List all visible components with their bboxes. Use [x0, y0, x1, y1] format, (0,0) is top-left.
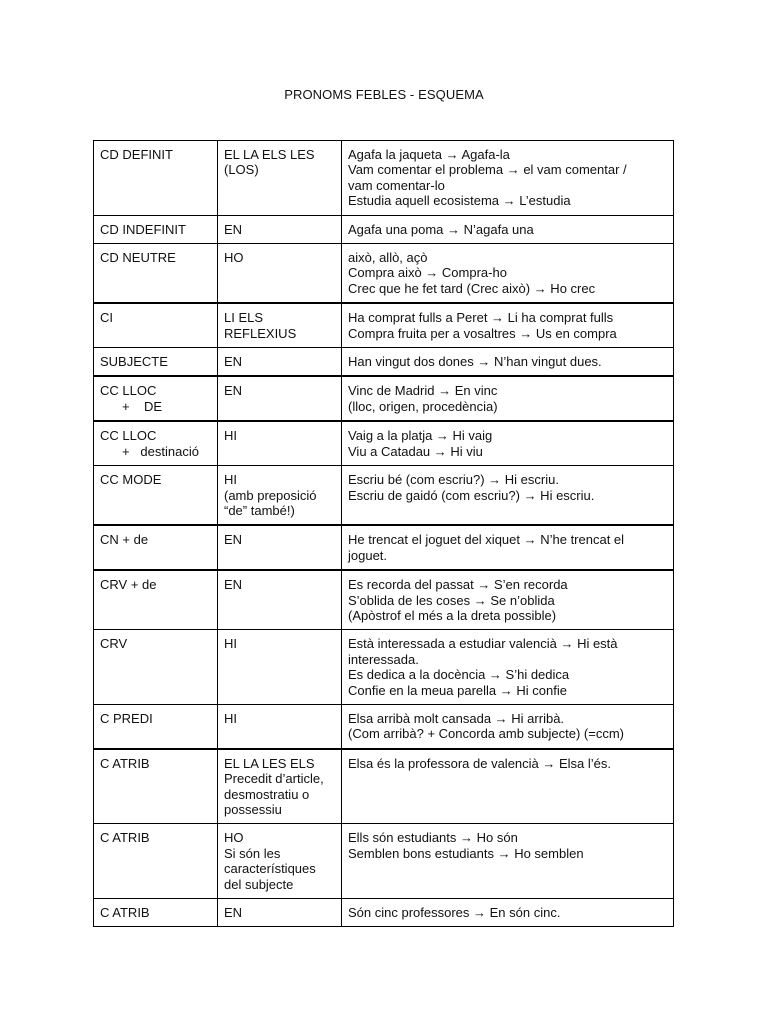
function-cell: CD INDEFINIT	[94, 215, 218, 243]
table-row	[94, 704, 674, 748]
examples-cell: Elsa arribà molt cansada → Hi arribà. (Com arribà? + Concorda amb subjecte) (=ccm)	[342, 704, 674, 748]
examples-cell: Ha comprat fulls a Peret → Li ha comprat fulls Compra fruita per a vosaltres → Us en compra	[342, 303, 674, 347]
function-cell: CI	[94, 303, 218, 347]
function-cell: SUBJECTE	[94, 348, 218, 377]
pronoun-cell: HI	[218, 630, 342, 705]
pronoun-cell: EL LA LES ELS Precedit d’article, desmostratiu o possessiu	[218, 749, 342, 824]
pronoun-cell: EN	[218, 570, 342, 630]
function-cell	[94, 421, 218, 465]
table-row	[94, 215, 674, 243]
function-cell: CRV	[94, 630, 218, 705]
page-title: PRONOMS FEBLES - ESQUEMA	[284, 87, 484, 102]
function-sublabel: + destinació	[122, 443, 199, 459]
examples-cell: Escriu bé (com escriu?) → Hi escriu. Escriu de gaidó (com escriu?) → Hi escriu.	[342, 466, 674, 526]
pronoun-cell: LI ELS REFLEXIUS	[218, 303, 342, 347]
examples-cell: He trencat el joguet del xiquet → N’he trencat el joguet.	[342, 525, 674, 570]
function-label: CC LLOC	[100, 383, 157, 399]
function-cell: C ATRIB	[94, 899, 218, 927]
function-cell: CC MODE	[94, 466, 218, 526]
table-row	[94, 570, 674, 630]
table-row	[94, 303, 674, 347]
table-row	[94, 466, 674, 526]
examples-cell: Es recorda del passat → S’en recorda S’oblida de les coses → Se n’oblida (Apòstrof el més a la dreta possible)	[342, 570, 674, 630]
examples-cell: Són cinc professores → En són cinc.	[342, 899, 674, 927]
function-cell	[94, 376, 218, 421]
pronoun-cell: EN	[218, 348, 342, 377]
examples-cell: Han vingut dos dones → N’han vingut dues.	[342, 348, 674, 377]
function-cell: C ATRIB	[94, 749, 218, 824]
table-row	[94, 899, 674, 927]
table-row	[94, 376, 674, 421]
table-row	[94, 141, 674, 216]
function-cell: CD DEFINIT	[94, 141, 218, 216]
examples-cell: això, allò, açò Compra això → Compra-ho Crec que he fet tard (Crec això) → Ho crec	[342, 244, 674, 304]
examples-cell: Vinc de Madrid → En vinc (lloc, origen, procedència)	[342, 376, 674, 421]
pronoun-cell: HI	[218, 421, 342, 465]
pronoun-cell: EL LA ELS LES (LOS)	[218, 141, 342, 216]
pronouns-table	[93, 140, 674, 927]
examples-cell: Ells són estudiants → Ho són Semblen bons estudiants → Ho semblen	[342, 824, 674, 899]
pronoun-cell: HI	[218, 704, 342, 748]
function-cell: C PREDI	[94, 704, 218, 748]
function-label: CC LLOC	[100, 428, 157, 444]
examples-cell: Elsa és la professora de valencià → Elsa l’és.	[342, 749, 674, 824]
pronoun-cell: HO Si són les característiques del subjecte	[218, 824, 342, 899]
function-cell: C ATRIB	[94, 824, 218, 899]
function-cell: CN + de	[94, 525, 218, 570]
table-row	[94, 525, 674, 570]
table-row	[94, 421, 674, 465]
function-cell: CRV + de	[94, 570, 218, 630]
table-row	[94, 244, 674, 304]
function-sublabel: + DE	[122, 398, 163, 414]
pronoun-cell: HI (amb preposició “de” també!)	[218, 466, 342, 526]
pronoun-cell: EN	[218, 525, 342, 570]
pronoun-cell: EN	[218, 899, 342, 927]
pronoun-cell: EN	[218, 215, 342, 243]
table-row	[94, 630, 674, 705]
pronoun-cell: HO	[218, 244, 342, 304]
examples-cell: Està interessada a estudiar valencià → Hi està interessada. Es dedica a la docència → S’hi dedica Confie en la meua parella → Hi confie	[342, 630, 674, 705]
pronoun-cell: EN	[218, 376, 342, 421]
examples-cell: Agafa una poma → N’agafa una	[342, 215, 674, 243]
examples-cell: Vaig a la platja → Hi vaig Viu a Catadau → Hi viu	[342, 421, 674, 465]
table-row	[94, 824, 674, 899]
table-row	[94, 749, 674, 824]
examples-cell: Agafa la jaqueta → Agafa-la Vam comentar el problema → el vam comentar / vam comentar-lo Estudia aquell ecosistema → L’estudia	[342, 141, 674, 216]
table-row	[94, 348, 674, 377]
function-cell: CD NEUTRE	[94, 244, 218, 304]
